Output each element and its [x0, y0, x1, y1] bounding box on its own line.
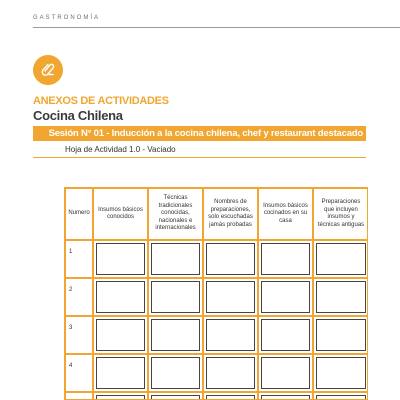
table-cell[interactable]: [148, 278, 203, 316]
table-row-number-cell: [65, 240, 93, 278]
table-header-preparaciones: Nombres de preparaciones, solo escuchadas jamás probadas: [203, 188, 258, 240]
table-header-antiguas: Preparaciones que incluyen insumos y técnicas antiguas: [313, 188, 368, 240]
section-label: GASTRONOMÍA: [33, 15, 101, 21]
table-cell[interactable]: [93, 240, 148, 278]
table-row-number-cell: [65, 354, 93, 392]
activity-divider: [33, 157, 366, 158]
table-cell[interactable]: [203, 392, 258, 400]
table-cell[interactable]: [313, 278, 368, 316]
table-cell[interactable]: [258, 392, 313, 400]
table-cell[interactable]: [313, 392, 368, 400]
activity-sheet-label: Hoja de Actividad 1.0 - Vaciado: [65, 145, 176, 154]
course-title: Cocina Chilena: [33, 108, 123, 123]
table-cell[interactable]: [203, 278, 258, 316]
activity-badge: [33, 55, 63, 85]
table-cell[interactable]: [93, 316, 148, 354]
annex-title: ANEXOS DE ACTIVIDADES: [33, 95, 169, 107]
table-cell[interactable]: [93, 278, 148, 316]
session-title-bar: Sesión N° 01 - Inducción a la cocina chilena, chef y restaurant destacado: [33, 126, 366, 141]
table-header-tecnicas: Técnicas tradicionales conocidas, nacionales e internacionales: [148, 188, 203, 240]
table-cell[interactable]: [203, 316, 258, 354]
table-cell[interactable]: [148, 316, 203, 354]
table-cell[interactable]: [258, 240, 313, 278]
table-cell[interactable]: [258, 316, 313, 354]
row-number: 4: [69, 363, 73, 369]
table-cell[interactable]: [258, 278, 313, 316]
table-cell[interactable]: [203, 354, 258, 392]
table-cell[interactable]: [148, 354, 203, 392]
table-cell[interactable]: [258, 354, 313, 392]
table-cell[interactable]: [148, 240, 203, 278]
table-header-insumos-casa: Insumos básicos cocinados en su casa: [258, 188, 313, 240]
table-cell[interactable]: [313, 354, 368, 392]
row-number: 1: [69, 249, 73, 255]
table-row-number-cell: [65, 316, 93, 354]
table-cell[interactable]: [93, 392, 148, 400]
table-row-number-cell: [65, 278, 93, 316]
activity-table: [64, 187, 368, 400]
table-header-numero: Numero: [65, 188, 93, 240]
paper-clip-icon: [40, 62, 56, 78]
table-cell[interactable]: [313, 316, 368, 354]
table-cell[interactable]: [313, 240, 368, 278]
row-number: 2: [69, 287, 73, 293]
row-number: 3: [69, 325, 73, 331]
table-cell[interactable]: [93, 354, 148, 392]
table-cell[interactable]: [203, 240, 258, 278]
table-row-number-cell: [65, 392, 93, 400]
header-divider: [33, 27, 400, 28]
table-header-insumos: Insumos básicos conocidos: [93, 188, 148, 240]
table-cell[interactable]: [148, 392, 203, 400]
